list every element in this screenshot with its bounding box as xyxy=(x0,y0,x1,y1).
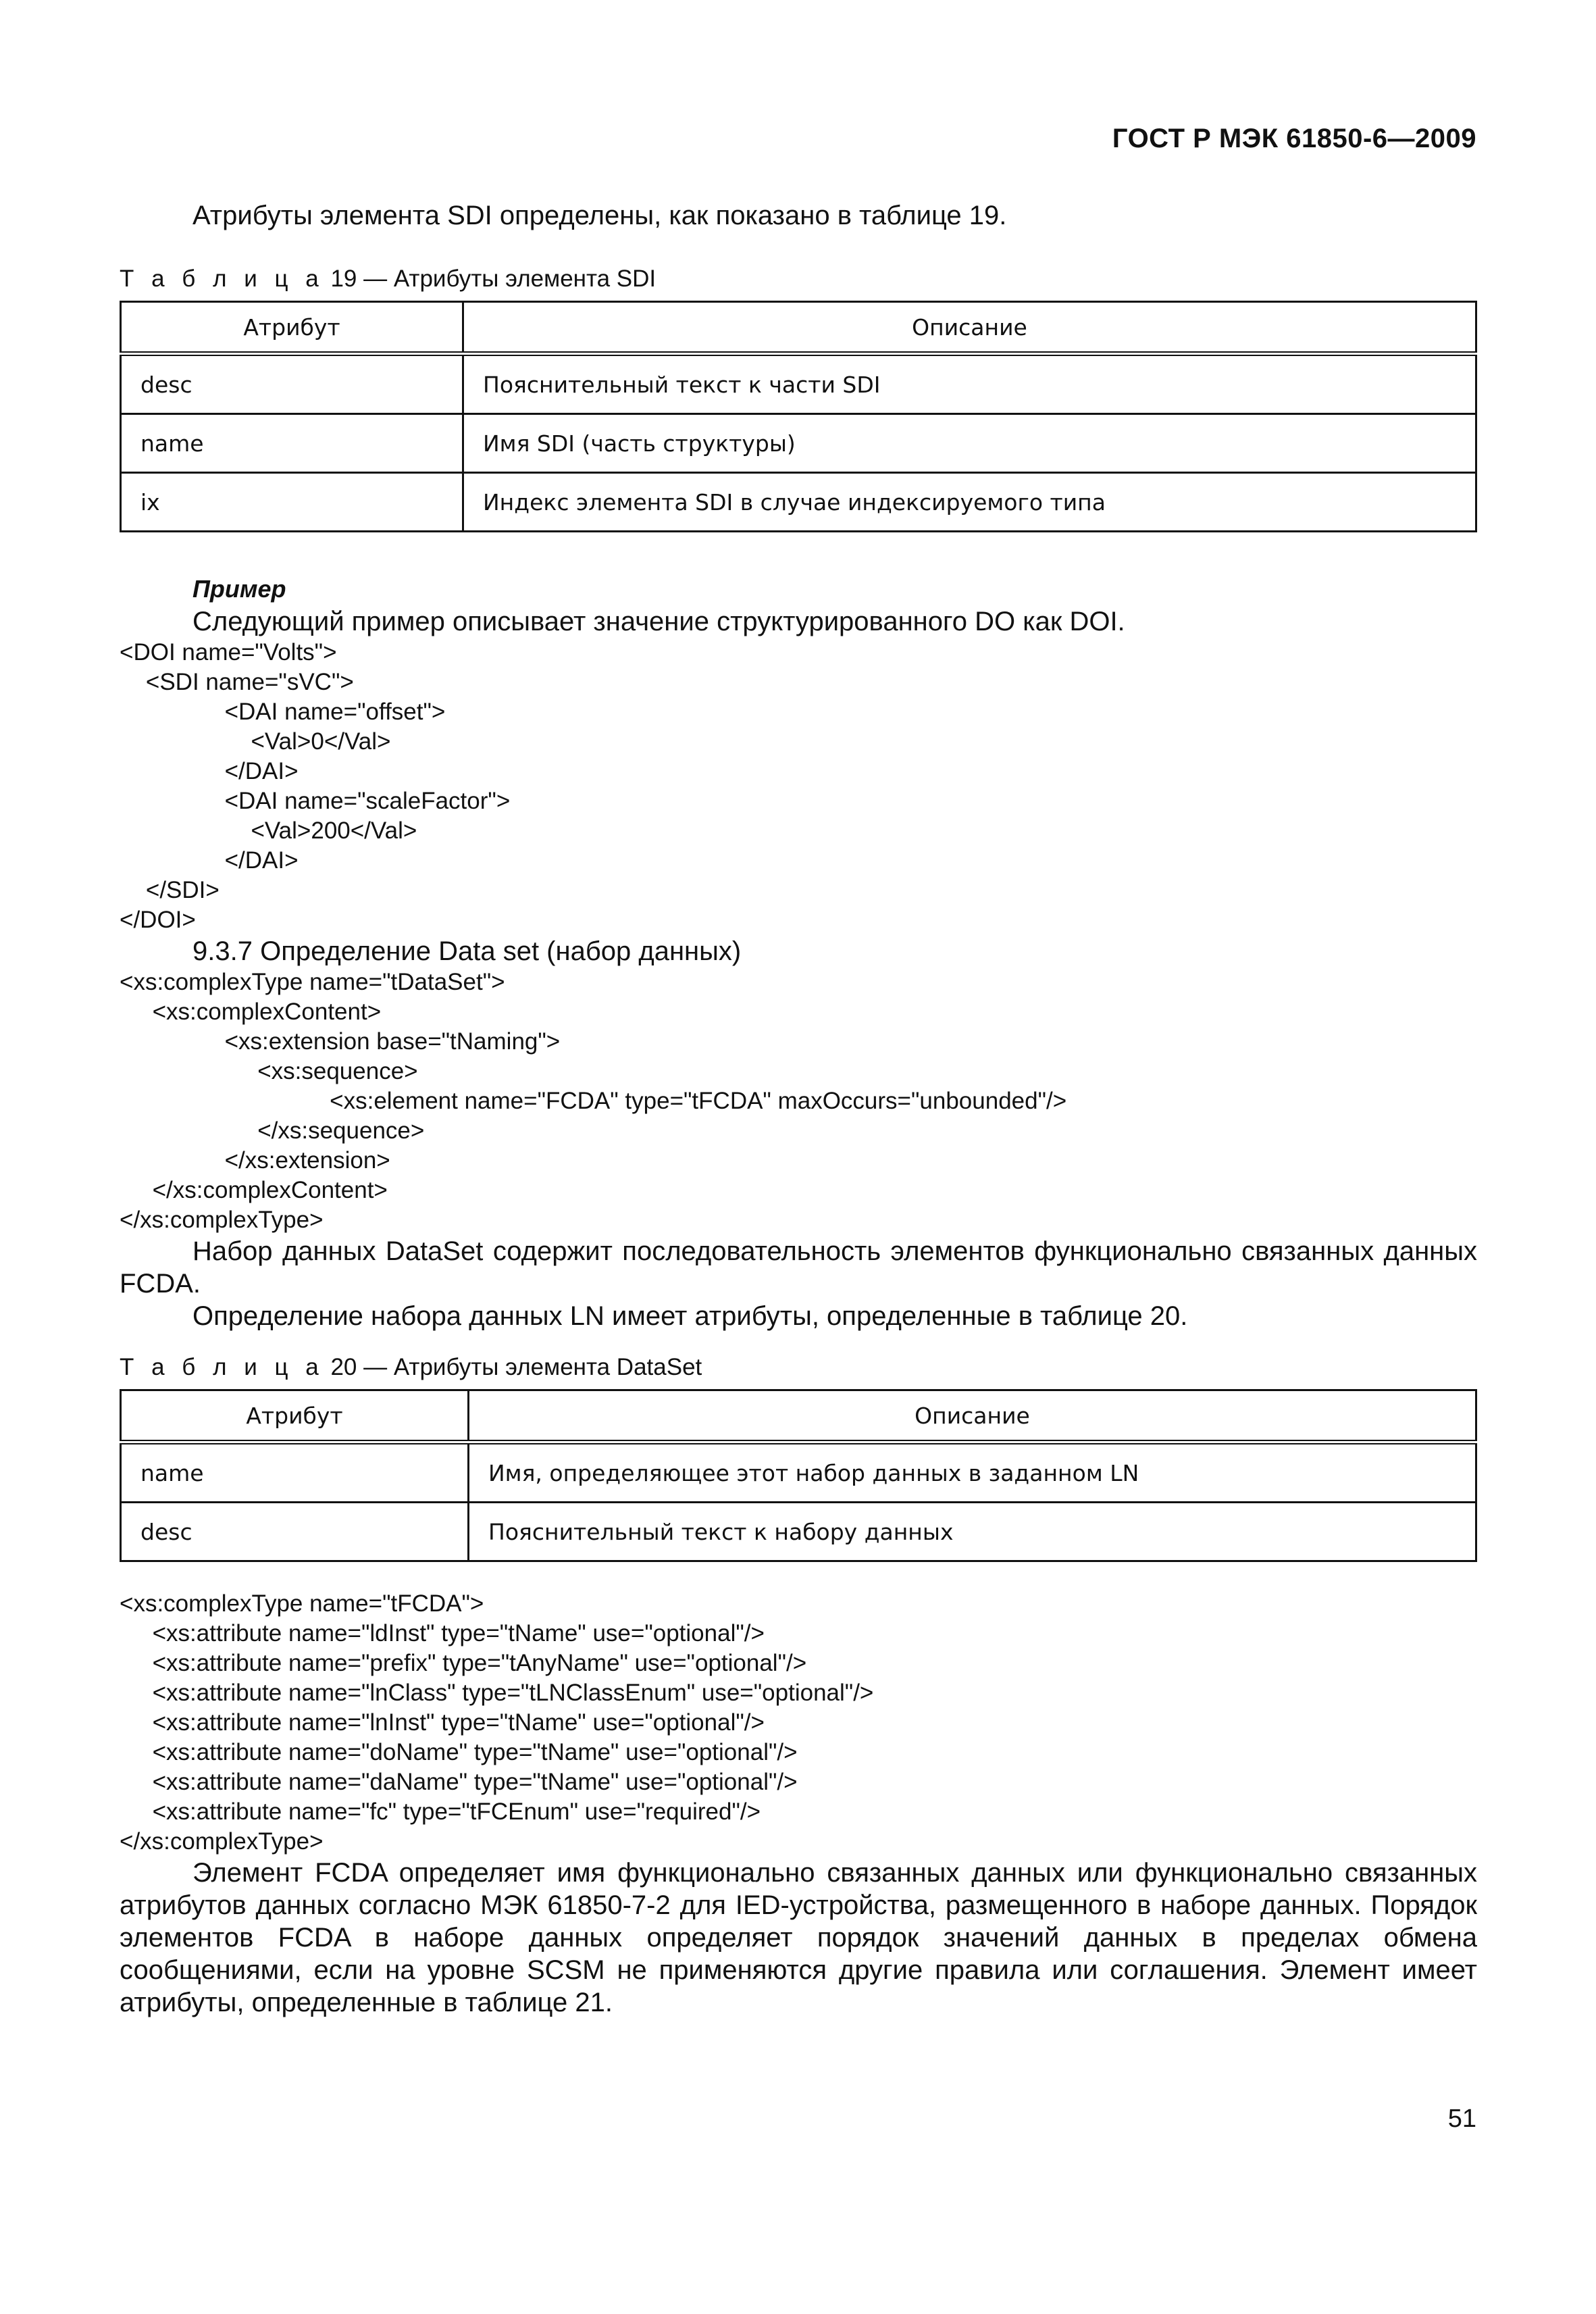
table20-caption xyxy=(120,1353,1477,1382)
code-line: <xs:attribute name="prefix" type="tAnyName" use="optional"/> xyxy=(120,1650,807,1676)
code-line: <xs:attribute name="fc" type="tFCEnum" use="required"/> xyxy=(120,1799,761,1825)
code-line: <xs:element name="FCDA" type="tFCDA" maxOccurs="unbounded"/> xyxy=(120,1088,1067,1114)
code-line: </SDI> xyxy=(120,877,220,903)
code-line: <xs:attribute name="lnClass" type="tLNClassEnum" use="optional"/> xyxy=(120,1680,874,1706)
table-row xyxy=(121,354,1476,414)
code-line: <xs:sequence> xyxy=(120,1058,418,1084)
section-heading-9-3-7: 9.3.7 Определение Data set (набор данных) xyxy=(192,936,742,966)
code-line: <xs:complexContent> xyxy=(120,999,382,1025)
code-line: <SDI name="sVC"> xyxy=(120,669,354,695)
example-label: Пример xyxy=(192,575,286,603)
attribute-cell: desc xyxy=(121,1503,469,1561)
description-cell: Имя, определяющее этот набор данных в заданном LN xyxy=(469,1442,1476,1503)
attribute-cell: name xyxy=(121,1442,469,1503)
table20-caption-text: 20 — Атрибуты элемента DataSet xyxy=(324,1354,702,1380)
column-header-description: Описание xyxy=(469,1390,1476,1442)
code-line: </xs:extension> xyxy=(120,1147,390,1174)
example-code-block xyxy=(120,638,1477,935)
table19-caption-text: 19 — Атрибуты элемента SDI xyxy=(324,266,657,292)
table-row xyxy=(121,414,1476,473)
example-text: Следующий пример описывает значение структурированного DO как DOI. xyxy=(192,607,1125,636)
code-line: <xs:extension base="tNaming"> xyxy=(120,1028,561,1055)
dataset-attributes-paragraph: Определение набора данных LN имеет атрибуты, определенные в таблице 20. xyxy=(192,1301,1188,1331)
dataset-description-paragraph: Набор данных DataSet содержит последовательность элементов функционально связанных данных FCDA. xyxy=(120,1236,1477,1299)
code-line: <DOI name="Volts"> xyxy=(120,639,337,665)
column-header-attribute: Атрибут xyxy=(121,302,463,354)
code-line: </xs:complexType> xyxy=(120,1828,324,1855)
attribute-cell: name xyxy=(121,414,463,473)
attribute-cell: desc xyxy=(121,354,463,414)
attribute-cell: ix xyxy=(121,473,463,532)
code-line: </xs:sequence> xyxy=(120,1117,425,1144)
page-number: 51 xyxy=(1447,2105,1476,2133)
code-line: <DAI name="scaleFactor"> xyxy=(120,788,511,814)
dataset-schema-code-block xyxy=(120,967,1477,1235)
column-header-attribute: Атрибут xyxy=(121,1390,469,1442)
code-line: </DAI> xyxy=(120,847,299,874)
fcda-description-paragraph: Элемент FCDA определяет имя функционально связанных данных или функционально связанных атрибутов данных согласно МЭК 61850-7-2 для IED-устройства, размещенного в наборе данных. Порядок элементов FCDA в наборе данных определяет порядок значений данных в пределах обмена сообщениями, если на уровне SCSM не применяются другие правила или соглашения. Элемент имеет атрибуты, определенные в таблице 21. xyxy=(120,1858,1477,2017)
code-line: <xs:attribute name="doName" type="tName" use="optional"/> xyxy=(120,1739,798,1765)
code-line: <xs:complexType name="tDataSet"> xyxy=(120,969,505,995)
description-cell: Пояснительный текст к части SDI xyxy=(463,354,1476,414)
table19-caption xyxy=(120,264,1477,294)
description-cell: Индекс элемента SDI в случае индексируемого типа xyxy=(463,473,1476,532)
sdi-intro-paragraph: Атрибуты элемента SDI определены, как показано в таблице 19. xyxy=(192,201,1007,230)
description-cell: Пояснительный текст к набору данных xyxy=(469,1503,1476,1561)
table-header-row xyxy=(121,302,1476,354)
table20-caption-prefix: Т а б л и ц а xyxy=(120,1354,324,1380)
table-row xyxy=(121,1442,1476,1503)
code-line: <Val>0</Val> xyxy=(120,728,391,755)
code-line: </DOI> xyxy=(120,907,196,933)
table-header-row xyxy=(121,1390,1476,1442)
code-line: <DAI name="offset"> xyxy=(120,699,446,725)
page-content xyxy=(120,199,1477,2019)
code-line: <xs:attribute name="lnInst" type="tName" use="optional"/> xyxy=(120,1709,765,1736)
table-row xyxy=(121,1503,1476,1561)
code-line: </xs:complexType> xyxy=(120,1207,324,1233)
table19-sdi-attributes xyxy=(120,301,1477,532)
code-line: <xs:complexType name="tFCDA"> xyxy=(120,1590,484,1617)
document-header-id: ГОСТ Р МЭК 61850-6—2009 xyxy=(1112,124,1476,153)
code-line: <xs:attribute name="daName" type="tName" use="optional"/> xyxy=(120,1769,798,1795)
column-header-description: Описание xyxy=(463,302,1476,354)
table20-dataset-attributes xyxy=(120,1389,1477,1562)
code-line: <xs:attribute name="ldInst" type="tName" use="optional"/> xyxy=(120,1620,765,1646)
code-line: </DAI> xyxy=(120,758,299,784)
table-row xyxy=(121,473,1476,532)
fcda-schema-code-block xyxy=(120,1589,1477,1857)
table19-caption-prefix: Т а б л и ц а xyxy=(120,266,324,292)
code-line: </xs:complexContent> xyxy=(120,1177,388,1203)
description-cell: Имя SDI (часть структуры) xyxy=(463,414,1476,473)
code-line: <Val>200</Val> xyxy=(120,818,417,844)
